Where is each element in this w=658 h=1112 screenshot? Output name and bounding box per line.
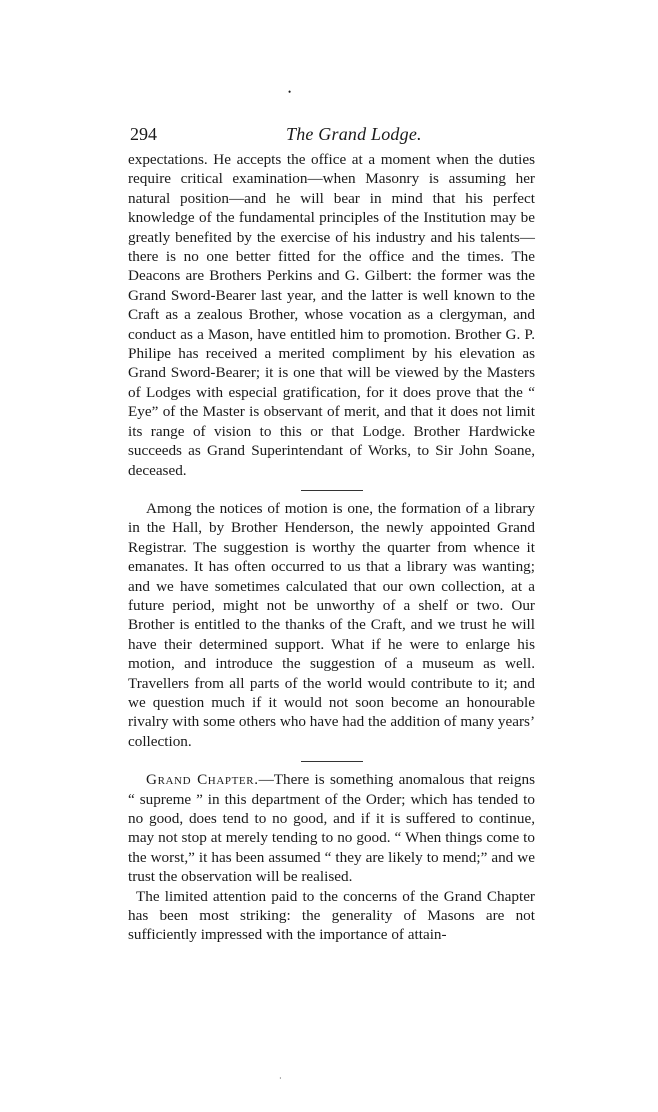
book-page (128, 0, 535, 1112)
running-title: The Grand Lodge. (286, 124, 422, 144)
paragraph-limited-attention: The limited attention paid to the concerns of the Grand Chapter has been most striking: the generality of Masons are not sufficiently impressed with the importance of attain- (128, 887, 535, 944)
body-text (128, 150, 535, 945)
section-divider (301, 490, 363, 491)
paragraph-officers: expectations. He accepts the office at a moment when the duties require critical examination—when Masonry is assuming her natural position—and he will bear in mind that his perfect knowledge of the fundamental principles of the Institution may be greatly benefited by the exercise of his industry and his talents—there is no one better fitted for the office and the times. The Deacons are Brothers Perkins and G. Gilbert: the former was the Grand Sword-Bearer last year, and the latter is well known to the Craft as a zealous Brother, whose vocation as a clergyman, and conduct as a Mason, have entitled him to promotion. Brother G. P. Philipe has received a merited compliment by his elevation as Grand Sword-Bearer; it is one that will be viewed by the Masters of Lodges with especial gratification, for it does prove that the “ Eye” of the Master is observant of merit, and that it does not limit its range of vision to this or that Lodge. Brother Hardwicke succeeds as Grand Superintendant of Works, to Sir John Soane, deceased. (128, 151, 535, 479)
page-header (128, 122, 535, 148)
grand-chapter-text: —There is something anomalous that reigns “ supreme ” in this department of the Order; which has tended to no good, does tend to no good, and if it is suffered to continue, may not stop at merely tending to no good. “ When things come to the worst,” it has been assumed “ they are likely to mend;” and we trust the observation will be realised. (128, 771, 535, 886)
paragraph-library: Among the notices of motion is one, the formation of a library in the Hall, by Brother Henderson, the newly appointed Grand Registrar. The suggestion is worthy the quarter from whence it emanates. It has often occurred to us that a library was wanting; and we have sometimes calculated that our own collection, at a future period, might not be unworthy of a shelf or two. Our Brother is entitled to the thanks of the Craft, and we trust he will have their determined support. What if he were to enlarge his motion, and introduce the suggestion of a museum as well. Travellers from all parts of the world would contribute to it; and we question much if it would not soon become an honourable rivalry with some others who have had the addition of many years’ collection. (128, 499, 535, 750)
section-divider (301, 761, 363, 762)
grand-chapter-lead: Grand Chapter. (146, 771, 259, 789)
page-speck: • (288, 87, 292, 97)
page-number: 294 (130, 124, 157, 144)
footer-speck: · (279, 1074, 282, 1083)
paragraph-grand-chapter (128, 770, 535, 886)
